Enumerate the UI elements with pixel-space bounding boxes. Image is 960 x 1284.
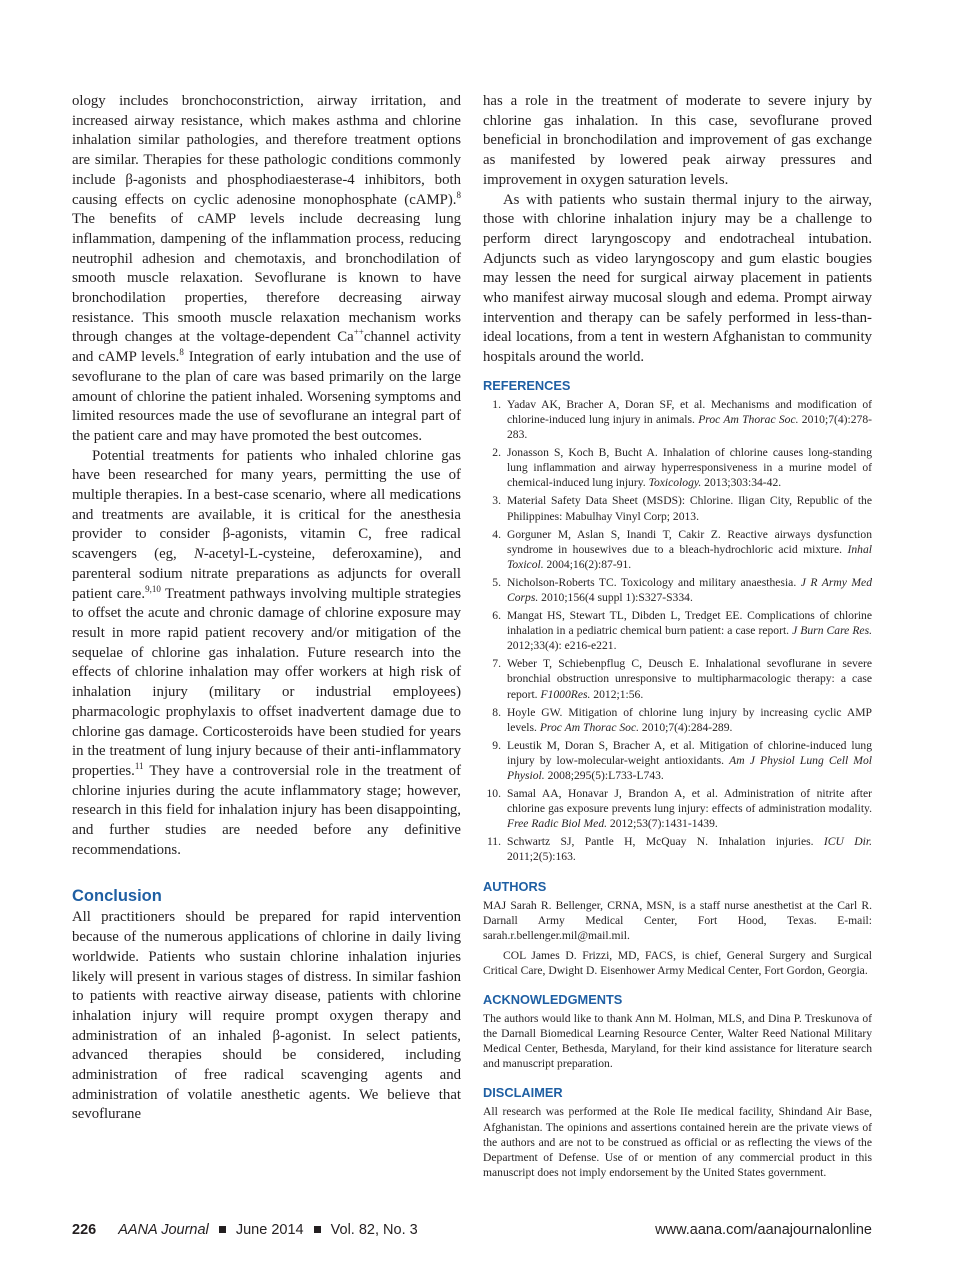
journal-name: AANA Journal <box>118 1222 209 1238</box>
acknowledgments-section <box>483 1011 872 1071</box>
reference-item: 4. Gorguner M, Aslan S, Inandi T, Cakir Z. Reactive airways dysfunction syndrome in housewives due to a bleach-hydrochloric acid mixture. Inhal Toxicol. 2004;16(2):87-91. <box>483 527 872 572</box>
body-paragraph: has a role in the treatment of moderate to severe injury by chlorine gas inhalation. In this case, sevoflurane proved beneficial in bronchodilation and improvement of gas exchange as manifested by lowered peak airway pressures and improvement in oxygen saturation levels. <box>483 93 872 188</box>
reference-number: 4. <box>492 527 501 541</box>
right-column <box>483 92 872 1185</box>
reference-list <box>483 397 872 865</box>
reference-item: 10. Samal AA, Honavar J, Brandon A, et al. Administration of nitrite after chlorine gas exposure prevents lung injury: effects of administration modality. Free Radic Biol Med. 2012;53(7):1431-1439. <box>483 786 872 831</box>
reference-item: 7. Weber T, Schiebenpflug C, Deusch E. Inhalational sevoflurane in severe bronchial obstruction unresponsive to multipharmacologic therapy: a case report. F1000Res. 2012;1:56. <box>483 656 872 701</box>
reference-item: 1. Yadav AK, Bracher A, Doran SF, et al. Mechanisms and modification of chlorine-induced lung injury in animals. Proc Am Thorac Soc. 2010;7(4):278-283. <box>483 397 872 442</box>
references-heading: REFERENCES <box>483 377 571 393</box>
reference-item: 5. Nicholson-Roberts TC. Toxicology and military anaesthesia. J R Army Med Corps. 2010;156(4 suppl 1):S327-S334. <box>483 575 872 605</box>
reference-item: 2. Jonasson S, Koch B, Bucht A. Inhalation of chlorine causes long-standing lung inflammation and airway hyperresponsiveness in a murine model of chemical-induced lung injury. Toxicology. 2013;303:34-42. <box>483 445 872 490</box>
reference-item: 3. Material Safety Data Sheet (MSDS): Chlorine. Iligan City, Republic of the Philippines: Mabulhay Vinyl Corp; 2013. <box>483 493 872 523</box>
body-paragraph: As with patients who sustain thermal injury to the airway, those with chlorine inhalation injury may be a challenge to perform direct laryngoscopy and endotracheal intubation. Adjuncts such as video laryngoscopy and gum elastic bougies may lessen the need for surgical airway placement in patients who manifest airway mucosal slough and edema. Prompt airway intervention and therapy can be safely performed in less-than-ideal locations, from a tent in western Afghanistan to community hospitals around the world. <box>483 191 872 366</box>
journal-url-link[interactable]: www.aana.com/aanajournalonline <box>655 1222 872 1238</box>
conclusion-heading: Conclusion <box>72 887 162 906</box>
reference-number: 3. <box>492 494 501 508</box>
separator-square-icon <box>314 1226 321 1233</box>
reference-item: 8. Hoyle GW. Mitigation of chlorine lung injury by increasing cyclic AMP levels. Proc Am Thorac Soc. 2010;7(4):284-289. <box>483 705 872 735</box>
page-number: 226 <box>72 1222 97 1238</box>
author-bio: COL James D. Frizzi, MD, FACS, is chief, General Surgery and Surgical Critical Care, Dwight D. Eisenhower Army Medical Center, Fort Gordon, Georgia. <box>483 948 872 977</box>
disclaimer-heading: DISCLAIMER <box>483 1085 563 1101</box>
authors-heading: AUTHORS <box>483 878 547 894</box>
disclaimer-section <box>483 1104 872 1179</box>
authors-section <box>483 898 872 978</box>
separator-square-icon <box>219 1226 226 1233</box>
reference-item: 11. Schwartz SJ, Pantle H, McQuay N. Inhalation injuries. ICU Dir. 2011;2(5):163. <box>483 834 872 864</box>
left-column <box>72 92 461 1125</box>
reference-number: 1. <box>492 397 501 411</box>
reference-item: 9. Leustik M, Doran S, Bracher A, et al. Mitigation of chlorine-induced lung injury by low-molecular-weight antioxidants. Am J Physiol Lung Cell Mol Physiol. 2008;295(5):L733-L743. <box>483 738 872 783</box>
acknowledgments-text: The authors would like to thank Ann M. Holman, MLS, and Dina P. Treskunova of the Darnall Biomedical Learning Resource Center, Walter Reed National Military Medical Center, Bethesda, Maryland, for their kind assistance for literature search and manuscript preparation. <box>483 1012 872 1071</box>
body-paragraph: Potential treatments for patients who inhaled chlorine gas have been researched for many years, permitting the use of multiple therapies. In a best-case scenario, where all medications and treatments are available, it is critical for the anesthesia provider to consider β-agonists, vitamin C, free radical scavengers (eg, N-acetyl-L-cysteine, deferoxamine), and parenteral sodium nitrate preparations as adjuncts for overall patient care.$^{9,10}$ Treatment pathways involving multiple strategies to offset the acute and chronic damage of chlorine exposure may result in more rapid patient recovery and/or mitigation of the sequelae of chlorine gas inhalation. Future research into the effects of chlorine inhalation may offer workers at high risk of inhalation injury (military or industrial employees) pharmacologic prophylaxis to offset inadvertent damage due to chlorine gas damage. Corticosteroids have been studied for years in the treatment of lung injury because of their anti-inflammatory properties.$^{11}$ They have a controversial role in the treatment of chlorine injuries during the acute inflammatory stage; however, research in this field for inhalation injury has been disappointing, and further studies are needed before any definitive recommendations. <box>72 447 461 858</box>
reference-number: 7. <box>492 657 501 671</box>
issue-date: June 2014 <box>235 1222 304 1238</box>
reference-number: 6. <box>492 609 501 623</box>
volume-issue: Vol. 82, No. 3 <box>330 1222 418 1238</box>
author-bio: MAJ Sarah R. Bellenger, CRNA, MSN, is a staff nurse anesthetist at the Carl R. Darnall Army Medical Center, Fort Hood, Texas. E-mail: sarah.r.bellenger.mil@mail.mil. <box>483 898 872 942</box>
reference-number: 2. <box>492 446 501 460</box>
reference-item: 6. Mangat HS, Stewart TL, Dibden L, Tredget EE. Complications of chlorine inhalation in a pediatric chemical burn patient: a case report. J Burn Care Res. 2012;33(4): e216-e221. <box>483 608 872 653</box>
body-paragraph: All practitioners should be prepared for rapid intervention because of the numerous applications of chlorine in daily living worldwide. Patients who sustain chlorine inhalation injuries likely will present in various stages of distress. In similar fashion to patients with reactive airway disease, patients with chlorine inhalation injury will require prompt oxygen therapy and administration of an inhaled β-agonist. In select patients, advanced therapies should be considered, including administration of free radical scavenging agents and administration of volatile anesthetic agents. We believe that sevoflurane <box>72 909 461 1123</box>
reference-number: 11. <box>486 835 501 849</box>
disclaimer-text: All research was performed at the Role IIe medical facility, Shindand Air Base, Afghanistan. The opinions and assertions contained herein are the private views of the authors and are not to be construed as official or as reflecting the views of the Department of Defense. Use of or mention of any commercial product in this manuscript does not imply endorsement by the United States government. <box>483 1105 872 1179</box>
reference-number: 10. <box>486 787 501 801</box>
reference-number: 9. <box>492 738 501 752</box>
body-paragraph: ology includes bronchoconstriction, airway irritation, and increased airway resistance, which makes asthma and chlorine inhalation similar pathologies, and therefore treatment options are similar. Therapies for these pathologic conditions commonly include β-agonists and phosphodiaesterase-4 inhibitors, both causing effects on cyclic adenosine monophosphate (cAMP).$^8$ The benefits of cAMP levels include decreasing lung inflammation, dampening of the inflammation process, reducing neutrophil adhesion and chemotaxis, and bronchodilation of smooth muscle relaxation. Sevoflurane is known to have bronchodilation properties, therefore decreasing airway resistance. This smooth muscle relaxation mechanism works through changes at the voltage-dependent Ca++channel activity and cAMP levels.$^8$ Integration of early intubation and the use of sevoflurane to the plan of care was based primarily on the large amount of chlorine the patient inhaled. Worsening symptoms and limited resources made the use of sevoflurane an integral part of the patient care and may have promoted the best outcomes. <box>72 93 461 444</box>
reference-number: 8. <box>492 705 501 719</box>
reference-number: 5. <box>492 575 501 589</box>
acknowledgments-heading: ACKNOWLEDGMENTS <box>483 992 623 1008</box>
page-footer <box>72 1222 872 1242</box>
